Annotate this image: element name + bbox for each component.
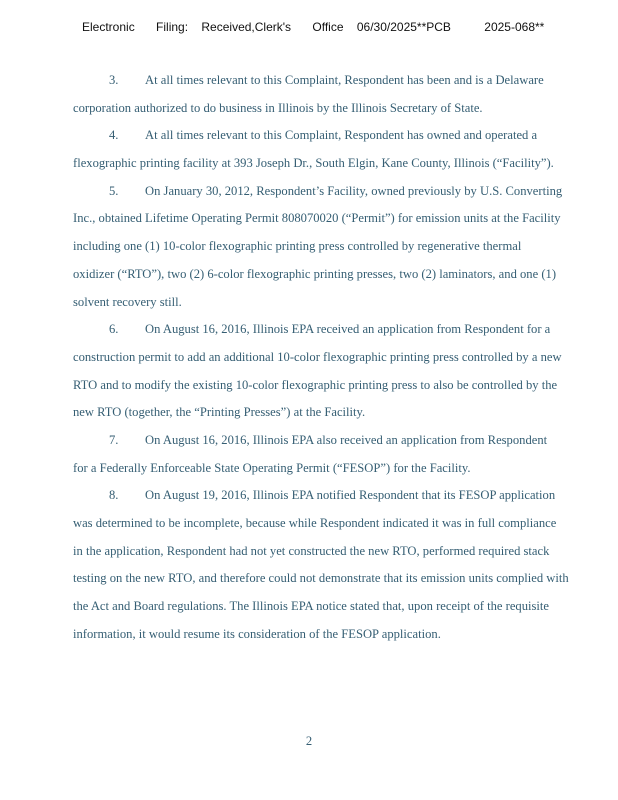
paragraph-text: On August 16, 2016, Illinois EPA received an application from Respondent for a [145, 322, 551, 337]
header-office: Office [312, 20, 344, 34]
paragraph-text: At all times relevant to this Complaint, Respondent has been and is a Delaware [145, 73, 544, 87]
paragraph-line: new RTO (together, the “Printing Presses”) at the Facility. [73, 405, 366, 420]
paragraph [73, 430, 603, 485]
paragraph [73, 70, 603, 125]
paragraph-number: 5. [109, 183, 119, 198]
paragraph-line: in the application, Respondent had not yet constructed the new RTO, performed required stack [73, 543, 550, 558]
paragraph-line: flexographic printing facility at 393 Joseph Dr., South Elgin, Kane County, Illinois (“Facility”). [73, 156, 554, 171]
document-body [73, 70, 603, 651]
paragraph [73, 181, 603, 319]
paragraph-text: At all times relevant to this Complaint, Respondent has owned and operated a [145, 128, 538, 143]
paragraph-first-line [73, 319, 603, 347]
paragraph-line: testing on the new RTO, and therefore could not demonstrate that its emission units complied with [73, 571, 569, 586]
header-case-number: 2025-068** [484, 20, 545, 34]
paragraph [73, 125, 603, 180]
filing-stamp-header [82, 20, 544, 34]
paragraph-first-line [73, 181, 603, 209]
paragraph-line: RTO and to modify the existing 10-color flexographic printing press to also be controlled by the [73, 377, 558, 392]
paragraph-number: 3. [109, 73, 119, 87]
paragraph-line: including one (1) 10-color flexographic printing press controlled by regenerative thermal [73, 239, 522, 254]
paragraph-text: On August 19, 2016, Illinois EPA notified Respondent that its FESOP application [145, 488, 556, 503]
paragraph [73, 319, 603, 430]
paragraph-number: 7. [109, 432, 119, 447]
page-number: 2 [305, 734, 313, 748]
paragraph-first-line [73, 430, 603, 458]
paragraph-line: for a Federally Enforceable State Operating Permit (“FESOP”) for the Facility. [73, 460, 471, 475]
paragraph-line: Inc., obtained Lifetime Operating Permit 808070020 (“Permit”) for emission units at the Facility [73, 211, 561, 226]
header-received: Received,Clerk's [201, 20, 292, 34]
paragraph-number: 8. [109, 488, 119, 503]
paragraph-number: 4. [109, 128, 119, 143]
paragraph-line: solvent recovery still. [73, 294, 182, 309]
paragraph-line: the Act and Board regulations. The Illinois EPA notice stated that, upon receipt of the requisite [73, 599, 550, 614]
paragraph-line: oxidizer (“RTO”), two (2) 6-color flexographic printing presses, two (2) laminators, and one (1) [73, 266, 557, 281]
paragraph-first-line [73, 125, 603, 153]
paragraph-first-line [73, 485, 603, 513]
paragraph-line: information, it would resume its consideration of the FESOP application. [73, 626, 441, 641]
header-date: 06/30/2025**PCB [356, 20, 451, 34]
paragraph-text: On January 30, 2012, Respondent’s Facility, owned previously by U.S. Converting [145, 183, 563, 198]
paragraph-number: 6. [109, 322, 119, 337]
header-electronic: Electronic [82, 20, 135, 34]
paragraph-first-line [73, 70, 603, 98]
paragraph-line: corporation authorized to do business in Illinois by the Illinois Secretary of State. [73, 100, 483, 115]
paragraph [73, 485, 603, 651]
paragraph-line: was determined to be incomplete, because while Respondent indicated it was in full compliance [73, 516, 557, 530]
header-filing: Filing: [156, 20, 189, 34]
paragraph-text: On August 16, 2016, Illinois EPA also received an application from Respondent [145, 432, 548, 447]
paragraph-line: construction permit to add an additional 10-color flexographic printing press controlled by a new [73, 349, 562, 364]
